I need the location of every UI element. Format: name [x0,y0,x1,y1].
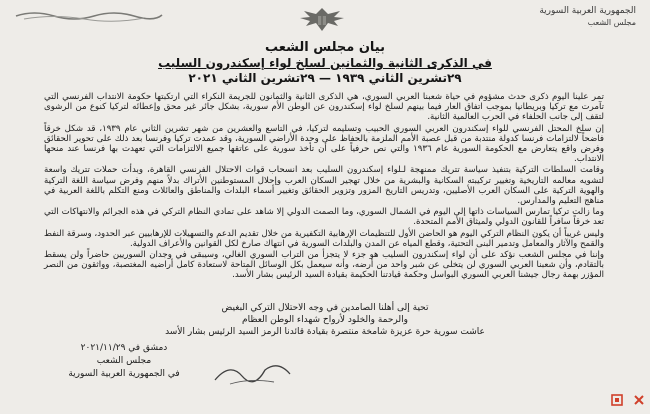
letterhead-org: مجلس الشعب [587,18,636,27]
handwritten-signature [210,352,300,392]
letterhead-right [506,6,636,28]
closing-section [0,302,650,338]
closing-line: والرحمة والخلود لأرواح شهداء الوطن العظام [242,315,408,325]
title-main: بيان مجلس الشعب [265,40,385,55]
signature-country: في الجمهورية العربية السورية [68,369,180,379]
closing-line: تحية إلى أهلنا الصامدين في وجه الاحتلال التركي البغيض [221,303,429,313]
fit-icon[interactable] [609,392,625,408]
letterhead-left-decoration [14,8,164,22]
statement-body [44,92,604,282]
body-paragraph: تمر علينا اليوم ذكرى حدث مشؤوم في حياة شعبنا العربي السوري، هي الذكرى الثانية والثمانون للجريمة النكراء التي ارتكبتها حكومة الانتداب الفرنسي التي تآمرت مع تركيا وبريطانيا بموجب اتفاق العار فيما بينهم لسلخ لواء إسكندرون عن الوطن الأم سورية، بشكل جائر غير محق وإعطائه لتركيا كنوع من الرشوى لتقف إلى جانب الحلفاء في الحرب العالمية الثانية. [44,92,604,123]
signature-block [44,342,204,381]
title-subtitle: في الذكرى الثانية والثمانين لسلخ لواء إسكندرون السليب [158,56,492,70]
body-paragraph: وليس غريباً أن يكون النظام التركي اليوم هو الحاضن الأول للتنظيمات الإرهابية التكفيرية من خلال تقديم الدعم والتسهيلات للإرهابيين عبر الحدود، وسرقة النفط والقمح والآثار والمعامل وتدمير البنى التحتية، وقطع المياه عن المدن والبلدات السورية في انتهاك صارخ لكل القوانين والأعراف الدولية. [44,228,604,249]
closing-line: عاشت سورية حرة عزيزة شامخة منتصرة بقيادة قائدنا الرمز السيد الرئيس بشار الأسد [165,327,485,337]
close-icon[interactable] [631,392,647,408]
body-paragraph: وقامت السلطات التركية بتنفيذ سياسة تتريك ممنهجة لـلواء إسكندرون السليب بعد انسحاب قوات الاحتلال الفرنسي القاهرة، وبدأت حملات تتريك واسعة لتشويه معالمه التاريخية وتغيير تركيبته السكانية والبشرية من خلال تهجير السكان العرب وإحلال المستوطنين الأتراك بدلاً منهم وفرض سياسة اللغة التركية والهوية التركية على السكان العرب الأصليين، وتدريس التاريخ المزور وتزوير الحقائق وتغيير أسماء البلدات والمناطق والعائلات ومنع التكلم باللغة العربية في مناهج التعليم والمدارس. [44,165,604,207]
body-paragraph: وما زالت تركيا تمارس السياسات ذاتها إلى اليوم في الشمال السوري، وما الصمت الدولي إلا شاهد على تمادي النظام التركي في هذه الجرائم والانتهاكات التي تعد خرقاً سافراً للقانون الدولي ولميثاق الأمم المتحدة. [44,207,604,228]
syrian-emblem-icon [296,4,348,34]
statement-title [0,40,650,86]
signature-date: دمشق في ٢٠٢١/١١/٢٩ [80,343,168,353]
letterhead-country: الجمهورية العربية السورية [539,6,636,16]
title-dates: ٢٩تشرين الثاني ١٩٣٩ — ٢٩تشرين الثاني ٢٠٢١ [188,71,462,85]
body-paragraph: إن سلخ المحتل الفرنسي للواء إسكندرون العربي السوري الحبيب وتسليمه لتركيا، في التاسع والعشرين من شهر تشرين الثاني عام ١٩٣٩، قد شكل خرقاً فاضحاً لالتزامات فرنسا كدولة منتدبة من قبل عصبة الأمم الملزمة بالحفاظ على وحدة الأراضي السورية، وقد عمدت تركيا وفرنسا بعد ذلك على تحوير الحقائق وفرض واقع يتعارض مع الحكومة السورية عام ١٩٣٦ والتي نص حرفياً على أن تأخذ سورية على عاتقها جميع الالتزامات التي تعهدت بها فرنسا عند منحها الانتداب. [44,123,604,165]
signature-org: مجلس الشعب [96,356,152,366]
viewer-controls [606,388,650,412]
body-paragraph: وإننا في مجلس الشعب نؤكد على أن لواء إسكندرون السليب هو جزء لا يتجزأ من التراب السوري الغالي، وسيبقى في وجدان السوريين حاضراً ولن يسقط بالتقادم، وأن شعبنا العربي السوري لن يتخلى عن شبر واحد من أرضه، وأنه سيعمل بكل الوسائل المتاحة لاستعادة كامل أراضيه المغتصبة، وواثقون من النصر المؤزر بهمة رجال جيشنا العربي السوري البواسل وحكمة قيادتنا الحكيمة بقيادة السيد الرئيس بشار الأسد. [44,250,604,281]
